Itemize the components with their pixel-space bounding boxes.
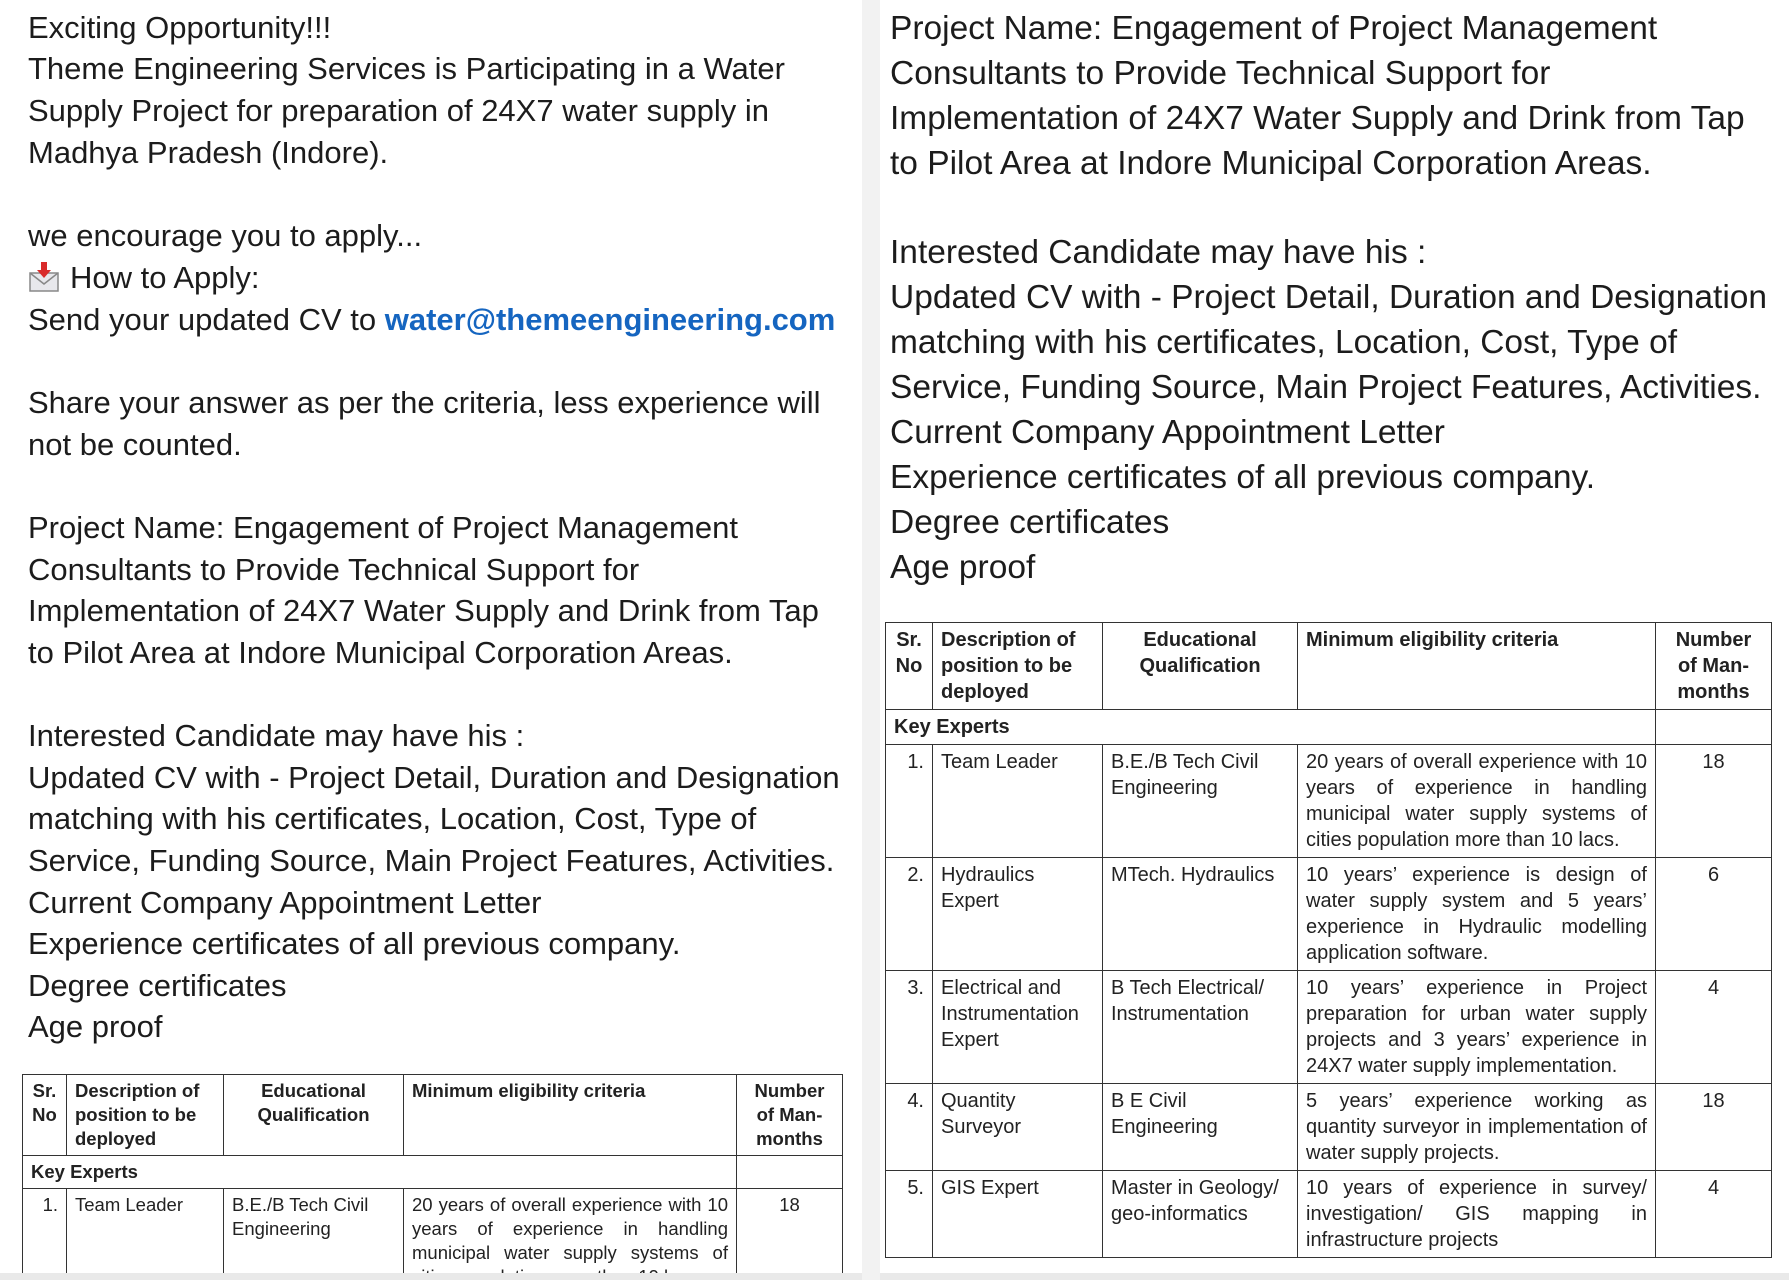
row-criteria: 20 years of overall experience with 10 years of experience in handling municipal water supply systems of cities population more than 10 lacs. xyxy=(1298,745,1656,858)
project-line: to Pilot Area at Indore Municipal Corporation Areas. xyxy=(890,145,1652,182)
row-position: Electrical and Instrumentation Expert xyxy=(933,971,1103,1084)
row-sr: 3. xyxy=(886,971,933,1084)
envelope-arrow-icon xyxy=(28,261,60,293)
row-qualification: MTech. Hydraulics xyxy=(1103,858,1298,971)
table-row xyxy=(23,1189,843,1280)
candidate-line: Degree certificates xyxy=(28,968,287,1003)
header-description: Description of position to be deployed xyxy=(67,1075,224,1156)
send-cv-line xyxy=(28,299,835,341)
candidate-line: Service, Funding Source, Main Project Features, Activities. xyxy=(890,369,1762,406)
table-row xyxy=(886,858,1772,971)
row-sr: 5. xyxy=(886,1171,933,1258)
header-man-months: Number of Man-months xyxy=(1656,623,1772,710)
row-criteria: 10 years’ experience is design of water supply system and 5 years’ experience in Hydraulic modelling application software. xyxy=(1298,858,1656,971)
row-man-months: 4 xyxy=(1656,971,1772,1084)
candidate-line: Service, Funding Source, Main Project Features, Activities. xyxy=(28,843,835,878)
section-empty-cell xyxy=(1656,710,1772,745)
candidate-line: Interested Candidate may have his : xyxy=(28,718,525,753)
candidate-line: Interested Candidate may have his : xyxy=(890,234,1427,271)
row-position: Hydraulics Expert xyxy=(933,858,1103,971)
row-criteria: 10 years of experience in survey/ investigation/ GIS mapping in infrastructure projects xyxy=(1298,1171,1656,1258)
email-link[interactable]: water@themeengineering.com xyxy=(384,302,836,337)
table-row xyxy=(886,971,1772,1084)
share-line: not be counted. xyxy=(28,427,242,462)
header-qualification: Educational Qualification xyxy=(1103,623,1298,710)
intro-line: Supply Project for preparation of 24X7 water supply in xyxy=(28,93,769,128)
row-sr: 1. xyxy=(23,1189,67,1280)
section-row xyxy=(886,710,1772,745)
project-line: Implementation of 24X7 Water Supply and Drink from Tap xyxy=(890,100,1745,137)
requirements-table xyxy=(885,622,1772,1258)
candidate-line: Experience certificates of all previous company. xyxy=(890,459,1596,496)
row-criteria: 20 years of overall experience with 10 years of experience in handling municipal water supply systems of xyxy=(404,1189,737,1280)
intro-line: Theme Engineering Services is Participating in a Water xyxy=(28,51,785,86)
row-position: Quantity Surveyor xyxy=(933,1084,1103,1171)
table-header-row xyxy=(886,623,1772,710)
row-man-months: 18 xyxy=(1656,745,1772,858)
row-position: Team Leader xyxy=(67,1189,224,1280)
project-line: to Pilot Area at Indore Municipal Corporation Areas. xyxy=(28,635,733,670)
row-man-months: 18 xyxy=(1656,1084,1772,1171)
row-qualification: B.E./B Tech Civil Engineering xyxy=(1103,745,1298,858)
row-criteria: 10 years’ experience in Project preparation for urban water supply projects and 3 years’ experience in 24X7 water supply implementation. xyxy=(1298,971,1656,1084)
project-line: Consultants to Provide Technical Support for xyxy=(890,55,1551,92)
crop-edge xyxy=(0,1273,862,1280)
row-man-months: 18 xyxy=(737,1189,843,1280)
table-header-row xyxy=(23,1075,843,1156)
table-row xyxy=(886,745,1772,858)
header-description: Description of position to be deployed xyxy=(933,623,1103,710)
how-to-apply-label: How to Apply: xyxy=(70,260,260,295)
section-row xyxy=(23,1156,843,1189)
section-label: Key Experts xyxy=(886,710,1656,745)
row-man-months: 4 xyxy=(1656,1171,1772,1258)
candidate-line: Age proof xyxy=(28,1009,163,1044)
row-qualification: B.E./B Tech Civil Engineering xyxy=(224,1189,404,1280)
row-man-months: 6 xyxy=(1656,858,1772,971)
candidate-line: matching with his certificates, Location, Cost, Type of xyxy=(890,324,1678,361)
crop-edge xyxy=(880,1273,1789,1280)
row-sr: 1. xyxy=(886,745,933,858)
project-line: Project Name: Engagement of Project Management xyxy=(890,10,1658,47)
send-cv-text: Send your updated CV to xyxy=(28,302,385,337)
row-position: GIS Expert xyxy=(933,1171,1103,1258)
candidate-line: Current Company Appointment Letter xyxy=(28,885,542,920)
candidate-line: Updated CV with - Project Detail, Duration and Designation xyxy=(28,760,840,795)
requirements-table xyxy=(22,1074,843,1280)
header-sr-no: Sr. No xyxy=(886,623,933,710)
row-qualification: Master in Geology/ geo-informatics xyxy=(1103,1171,1298,1258)
headline: Exciting Opportunity!!! xyxy=(28,10,332,45)
candidate-line: Degree certificates xyxy=(890,504,1170,541)
section-label: Key Experts xyxy=(23,1156,737,1189)
encourage-text: we encourage you to apply... xyxy=(28,218,423,253)
row-sr: 2. xyxy=(886,858,933,971)
candidate-line: Age proof xyxy=(890,549,1036,586)
table-row xyxy=(886,1171,1772,1258)
candidate-line: Experience certificates of all previous company. xyxy=(28,926,681,961)
section-empty-cell xyxy=(737,1156,843,1189)
candidate-line: Current Company Appointment Letter xyxy=(890,414,1445,451)
candidate-line: Updated CV with - Project Detail, Duration and Designation xyxy=(890,279,1768,316)
panel-divider xyxy=(862,0,880,1280)
row-criteria: 5 years’ experience working as quantity surveyor in implementation of water supply projects. xyxy=(1298,1084,1656,1171)
right-message-panel xyxy=(880,0,1789,1280)
header-qualification: Educational Qualification xyxy=(224,1075,404,1156)
header-criteria: Minimum eligibility criteria xyxy=(1298,623,1656,710)
project-line: Project Name: Engagement of Project Management xyxy=(28,510,738,545)
row-sr: 4. xyxy=(886,1084,933,1171)
project-line: Implementation of 24X7 Water Supply and Drink from Tap xyxy=(28,593,819,628)
left-message-panel xyxy=(0,0,862,1280)
share-line: Share your answer as per the criteria, less experience will xyxy=(28,385,821,420)
row-qualification: B Tech Electrical/ Instrumentation xyxy=(1103,971,1298,1084)
candidate-line: matching with his certificates, Location, Cost, Type of xyxy=(28,801,757,836)
header-criteria: Minimum eligibility criteria xyxy=(404,1075,737,1156)
table-row xyxy=(886,1084,1772,1171)
row-qualification: B E Civil Engineering xyxy=(1103,1084,1298,1171)
row-position: Team Leader xyxy=(933,745,1103,858)
header-man-months: Number of Man-months xyxy=(737,1075,843,1156)
how-to-apply-line xyxy=(28,257,260,299)
intro-line: Madhya Pradesh (Indore). xyxy=(28,135,389,170)
header-sr-no: Sr. No xyxy=(23,1075,67,1156)
project-line: Consultants to Provide Technical Support for xyxy=(28,552,640,587)
